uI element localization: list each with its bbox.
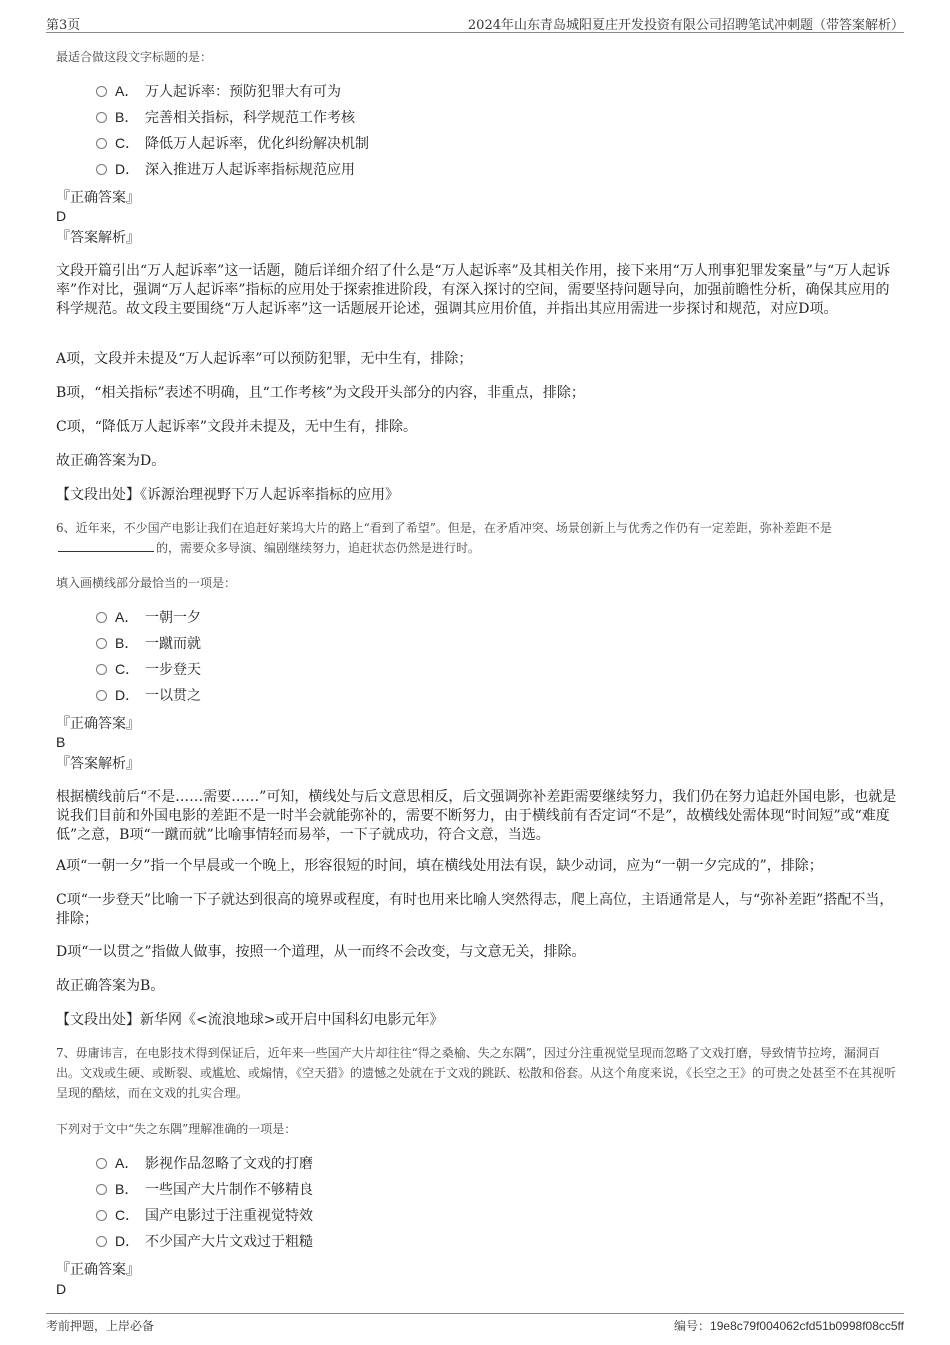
q5-option-d[interactable]: D． 深入推进万人起诉率指标规范应用	[96, 156, 596, 182]
q7-prompt: 下列对于文中“失之东隅”理解准确的一项是：	[56, 1122, 297, 1136]
radio-icon[interactable]	[96, 638, 107, 649]
q6-analysis-d: D项“一以贯之”指做人做事，按照一个道理，从一而终不会改变，与文意无关，排除。	[56, 944, 586, 960]
q5-analysis-a: A项，文段并未提及“万人起诉率”可以预防犯罪，无中生有，排除；	[56, 351, 473, 367]
page-header	[46, 12, 904, 33]
q6-analysis-a: A项“一朝一夕”指一个早晨或一个晚上，形容很短的时间，填在横线处用法有误，缺少动词，应为“一朝一夕完成的”，排除；	[56, 858, 823, 874]
q6-answer: B	[56, 734, 66, 750]
q6-options	[96, 604, 596, 708]
q6-analysis-c: C项“一步登天”比喻一下子就达到很高的境界或程度，有时也用来比喻人突然得志，爬上高位，主语通常是人，与“弥补差距”搭配不当，排除；	[56, 892, 894, 927]
q5-analysis-heading: 『答案解析』	[56, 230, 140, 246]
q7-option-d[interactable]: D． 不少国产大片文戏过于粗糙	[96, 1228, 596, 1254]
q6-answer-heading: 『正确答案』	[56, 716, 140, 732]
radio-icon[interactable]	[96, 612, 107, 623]
radio-icon[interactable]	[96, 664, 107, 675]
radio-icon[interactable]	[96, 1158, 107, 1169]
q6-option-d[interactable]: D． 一以贯之	[96, 682, 596, 708]
q7-option-b[interactable]: B． 一些国产大片制作不够精良	[96, 1176, 596, 1202]
q5-option-b[interactable]: B． 完善相关指标，科学规范工作考核	[96, 104, 596, 130]
q6-option-b[interactable]: B． 一蹴而就	[96, 630, 596, 656]
document-serial: 编号：19e8c79f004062cfd51b0998f08cc5ff	[674, 1319, 904, 1333]
q7-option-a[interactable]: A． 影视作品忽略了文戏的打磨	[96, 1150, 596, 1176]
page-footer	[46, 1313, 904, 1337]
q5-answer: D	[56, 208, 67, 224]
q6-option-a[interactable]: A． 一朝一夕	[96, 604, 596, 630]
radio-icon[interactable]	[96, 1210, 107, 1221]
q7-option-c[interactable]: C． 国产电影过于注重视觉特效	[96, 1202, 596, 1228]
q5-source: 【文段出处】《诉源治理视野下万人起诉率指标的应用》	[56, 487, 399, 503]
radio-icon[interactable]	[96, 1184, 107, 1195]
footer-slogan: 考前押题，上岸必备	[46, 1319, 155, 1333]
fill-blank[interactable]	[58, 539, 154, 552]
q5-option-a[interactable]: A． 万人起诉率：预防犯罪大有可为	[96, 78, 596, 104]
q6-analysis-heading: 『答案解析』	[56, 756, 140, 772]
q7-options	[96, 1150, 596, 1254]
q5-conclusion: 故正确答案为D。	[56, 453, 166, 469]
page-number: 第3页	[46, 18, 81, 33]
q6-conclusion: 故正确答案为B。	[56, 978, 165, 994]
document-title: 2024年山东青岛城阳夏庄开发投资有限公司招聘笔试冲刺题（带答案解析）	[467, 18, 904, 33]
q5-options	[96, 78, 596, 182]
q5-analysis-c: C项，“降低万人起诉率”文段并未提及，无中生有，排除。	[56, 419, 418, 435]
q7-answer-heading: 『正确答案』	[56, 1262, 140, 1278]
q7-stem: 7、毋庸讳言，在电影技术得到保证后，近年来一些国产大片却往往“得之桑榆、失之东隅”，因过分注重视觉呈现而忽略了文戏打磨，导致情节拉垮，漏洞百出。文戏或生硬、或断裂、或尴尬、或煽情，《空天猎》的遗憾之处就在于文戏的跳跃、松散和俗套。从这个角度来说，《长空之王》的可贵之处甚至不在其视听呈现的酷炫，而在文戏的扎实合理。	[56, 1046, 897, 1100]
q5-analysis-b: B项，“相关指标”表述不明确，且“工作考核”为文段开头部分的内容，非重点，排除；	[56, 385, 585, 401]
q7-answer: D	[56, 1281, 67, 1297]
radio-icon[interactable]	[96, 138, 107, 149]
q6-prompt: 填入画横线部分最恰当的一项是：	[56, 576, 237, 590]
q6-stem: 6、近年来，不少国产电影让我们在追赶好莱坞大片的路上“看到了希望”。但是，在矛盾冲突、场景创新上与优秀之作仍有一定差距，弥补差距不是的，需要众多导演、编剧继续努力，追赶状态仍然是进行时。	[56, 521, 832, 555]
q6-analysis-main: 根据横线前后“不是……需要……”可知，横线处与后文意思相反，后文强调弥补差距需要继续努力，我们仍在努力追赶外国电影，也就是说我们目前和外国电影的差距不是一时半会就能弥补的，需要不断努力，由于横线前有否定词“不是”，故横线处需体现“时间短”或“难度低”之意，B项“一蹴而就”比喻事情轻而易举，一下子就成功，符合文意，当选。	[56, 789, 897, 843]
q5-option-c[interactable]: C． 降低万人起诉率，优化纠纷解决机制	[96, 130, 596, 156]
radio-icon[interactable]	[96, 112, 107, 123]
q5-analysis-main: 文段开篇引出“万人起诉率”这一话题，随后详细介绍了什么是“万人起诉率”及其相关作用，接下来用“万人刑事犯罪发案量”与“万人起诉率”作对比，强调“万人起诉率”指标的应用处于探索推进阶段，有深入探讨的空间，需要坚持问题导向，加强前瞻性分析，确保其应用的科学规范。故文段主要围绕“万人起诉率”这一话题展开论述，强调其应用价值，并指出其应用需进一步探讨和规范，对应D项。	[56, 263, 891, 317]
radio-icon[interactable]	[96, 164, 107, 175]
q6-option-c[interactable]: C． 一步登天	[96, 656, 596, 682]
q5-answer-heading: 『正确答案』	[56, 190, 140, 206]
q5-prompt: 最适合做这段文字标题的是：	[56, 50, 213, 64]
q6-source: 【文段出处】新华网《<流浪地球>或开启中国科幻电影元年》	[56, 1012, 444, 1028]
radio-icon[interactable]	[96, 1236, 107, 1247]
radio-icon[interactable]	[96, 86, 107, 97]
radio-icon[interactable]	[96, 690, 107, 701]
